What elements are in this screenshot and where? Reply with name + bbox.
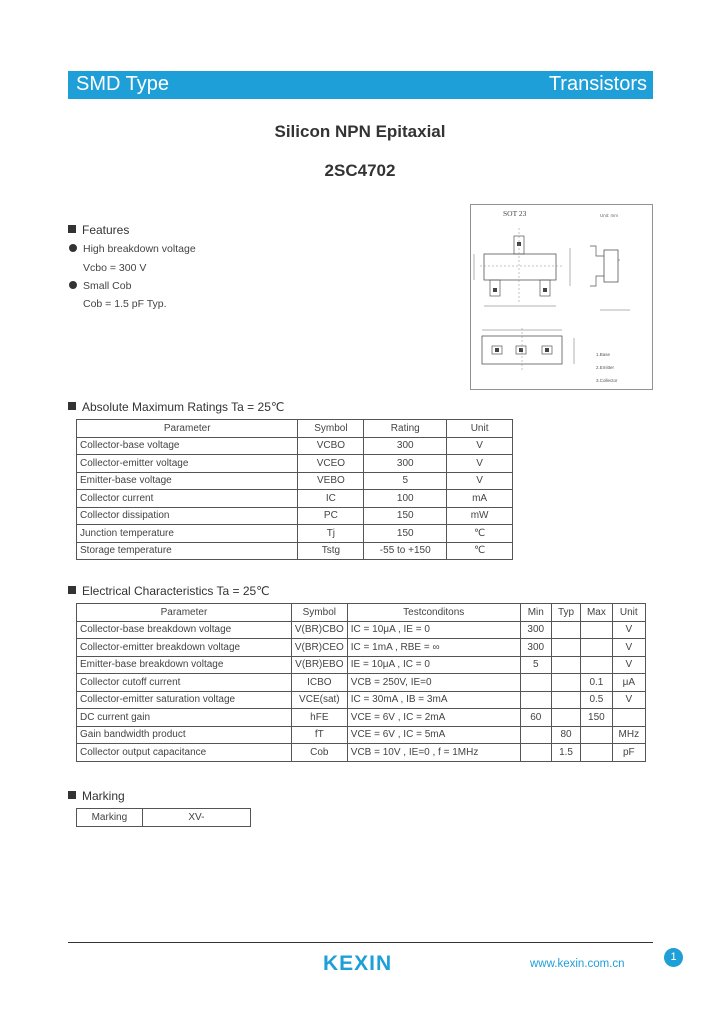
table-cell — [551, 656, 580, 674]
table-cell: V(BR)CEO — [291, 639, 347, 657]
table-cell — [581, 621, 612, 639]
column-header: Parameter — [77, 420, 298, 438]
table-row — [77, 674, 646, 692]
footer-divider — [68, 942, 653, 943]
table-cell: V(BR)EBO — [291, 656, 347, 674]
table-cell: VCE = 6V , IC = 5mA — [347, 726, 520, 744]
table-header-row — [77, 420, 513, 438]
table-row — [77, 472, 513, 490]
table-row — [77, 809, 251, 827]
column-header: Max — [581, 604, 612, 622]
table-cell: 300 — [364, 437, 447, 455]
table-row — [77, 437, 513, 455]
table-cell: VCE = 6V , IC = 2mA — [347, 709, 520, 727]
marking-heading: Marking — [68, 789, 125, 803]
table-cell — [520, 674, 551, 692]
table-cell: V — [612, 621, 645, 639]
table-cell: Collector-emitter saturation voltage — [77, 691, 292, 709]
kexin-logo: KEXIN — [323, 952, 393, 975]
column-header: Min — [520, 604, 551, 622]
table-row — [77, 621, 646, 639]
table-cell — [551, 709, 580, 727]
section-bullet-icon — [68, 791, 76, 799]
column-header: Rating — [364, 420, 447, 438]
column-header: Parameter — [77, 604, 292, 622]
table-row — [77, 691, 646, 709]
column-header: Unit — [612, 604, 645, 622]
table-cell: pF — [612, 744, 645, 762]
column-header: Symbol — [291, 604, 347, 622]
pin-label: 3.Collector — [596, 378, 618, 383]
marking-table — [76, 808, 251, 827]
header-category: SMD Type — [76, 73, 169, 95]
table-row — [77, 542, 513, 560]
column-header: Typ — [551, 604, 580, 622]
feature-value: Cob = 1.5 pF Typ. — [83, 298, 167, 310]
package-name: SOT 23 — [503, 209, 527, 218]
table-cell: V — [612, 656, 645, 674]
table-cell: IC — [298, 490, 364, 508]
table-cell: V — [447, 455, 513, 473]
abs-max-heading: Absolute Maximum Ratings Ta = 25℃ — [68, 400, 284, 414]
table-cell: Collector-base breakdown voltage — [77, 621, 292, 639]
table-cell: Collector cutoff current — [77, 674, 292, 692]
elec-heading: Electrical Characteristics Ta = 25℃ — [68, 584, 270, 598]
table-cell — [581, 744, 612, 762]
features-heading: Features — [68, 223, 129, 237]
table-row — [77, 656, 646, 674]
table-cell: IC = 10μA , IE = 0 — [347, 621, 520, 639]
bullet-icon — [69, 281, 77, 289]
table-cell: Collector dissipation — [77, 507, 298, 525]
table-cell: μA — [612, 674, 645, 692]
table-row — [77, 639, 646, 657]
abs-max-table — [76, 419, 513, 560]
table-cell: hFE — [291, 709, 347, 727]
table-row — [77, 455, 513, 473]
marking-label: Marking — [77, 809, 143, 827]
table-cell: 100 — [364, 490, 447, 508]
table-cell: 150 — [581, 709, 612, 727]
table-cell: 60 — [520, 709, 551, 727]
feature-value: Vcbo = 300 V — [83, 262, 147, 274]
bullet-icon — [69, 244, 77, 252]
website-link[interactable]: www.kexin.com.cn — [530, 958, 625, 970]
table-cell: VCE(sat) — [291, 691, 347, 709]
table-cell — [581, 656, 612, 674]
column-header: Testconditons — [347, 604, 520, 622]
table-cell: Tj — [298, 525, 364, 543]
table-row — [77, 490, 513, 508]
table-cell: 300 — [364, 455, 447, 473]
table-cell: ℃ — [447, 525, 513, 543]
table-cell: 300 — [520, 621, 551, 639]
table-cell: mA — [447, 490, 513, 508]
table-cell: 5 — [520, 656, 551, 674]
header-section: Transistors — [548, 73, 647, 95]
table-cell: V — [447, 437, 513, 455]
table-cell: Tstg — [298, 542, 364, 560]
table-cell: IE = 10μA , IC = 0 — [347, 656, 520, 674]
table-cell: 80 — [551, 726, 580, 744]
table-cell: 300 — [520, 639, 551, 657]
table-cell — [551, 674, 580, 692]
table-cell: VCBO — [298, 437, 364, 455]
table-cell: DC current gain — [77, 709, 292, 727]
table-cell — [612, 709, 645, 727]
table-cell — [520, 691, 551, 709]
header-bar — [68, 71, 653, 99]
table-cell: V — [612, 639, 645, 657]
table-cell — [520, 744, 551, 762]
table-row — [77, 525, 513, 543]
section-bullet-icon — [68, 402, 76, 410]
table-row — [77, 709, 646, 727]
marking-value: XV- — [142, 809, 250, 827]
table-cell: Collector output capacitance — [77, 744, 292, 762]
table-cell — [581, 639, 612, 657]
unit-label: Unit: mm — [600, 213, 618, 218]
table-cell — [551, 691, 580, 709]
column-header: Symbol — [298, 420, 364, 438]
table-cell: VCB = 10V , IE=0 , f = 1MHz — [347, 744, 520, 762]
table-row — [77, 507, 513, 525]
table-row — [77, 744, 646, 762]
table-cell: ICBO — [291, 674, 347, 692]
table-cell: mW — [447, 507, 513, 525]
table-cell: V — [612, 691, 645, 709]
table-cell: V(BR)CBO — [291, 621, 347, 639]
table-cell — [551, 621, 580, 639]
package-outline-drawing — [470, 204, 653, 390]
table-header-row — [77, 604, 646, 622]
table-cell: Collector-emitter breakdown voltage — [77, 639, 292, 657]
table-cell: Collector current — [77, 490, 298, 508]
table-cell: IC = 1mA , RBE = ∞ — [347, 639, 520, 657]
table-cell: 0.5 — [581, 691, 612, 709]
page-number-badge: 1 — [664, 948, 683, 967]
feature-item: Small Cob — [69, 280, 131, 292]
table-cell: Storage temperature — [77, 542, 298, 560]
table-cell: Cob — [291, 744, 347, 762]
table-cell: 0.1 — [581, 674, 612, 692]
table-cell: VEBO — [298, 472, 364, 490]
section-bullet-icon — [68, 225, 76, 233]
table-cell: IC = 30mA , IB = 3mA — [347, 691, 520, 709]
table-cell — [551, 639, 580, 657]
table-cell: ℃ — [447, 542, 513, 560]
elec-table — [76, 603, 646, 762]
table-cell: fT — [291, 726, 347, 744]
table-cell: MHz — [612, 726, 645, 744]
table-cell: Emitter-base voltage — [77, 472, 298, 490]
table-cell: 5 — [364, 472, 447, 490]
table-cell: Emitter-base breakdown voltage — [77, 656, 292, 674]
table-cell — [581, 726, 612, 744]
table-cell: 1.5 — [551, 744, 580, 762]
table-cell: Collector-emitter voltage — [77, 455, 298, 473]
table-cell: VCB = 250V, IE=0 — [347, 674, 520, 692]
table-cell: 150 — [364, 525, 447, 543]
pin-label: 2.Emitter — [596, 365, 615, 370]
table-cell: PC — [298, 507, 364, 525]
table-cell: Gain bandwidth product — [77, 726, 292, 744]
part-number: 2SC4702 — [324, 161, 396, 180]
table-cell: Junction temperature — [77, 525, 298, 543]
table-row — [77, 726, 646, 744]
section-bullet-icon — [68, 586, 76, 594]
column-header: Unit — [447, 420, 513, 438]
doc-title: Silicon NPN Epitaxial — [274, 122, 446, 141]
table-cell: 150 — [364, 507, 447, 525]
table-cell — [520, 726, 551, 744]
table-cell: Collector-base voltage — [77, 437, 298, 455]
table-cell: VCEO — [298, 455, 364, 473]
table-cell: -55 to +150 — [364, 542, 447, 560]
feature-item: High breakdown voltage — [69, 243, 196, 255]
table-cell: V — [447, 472, 513, 490]
pin-label: 1.Base — [596, 352, 611, 357]
